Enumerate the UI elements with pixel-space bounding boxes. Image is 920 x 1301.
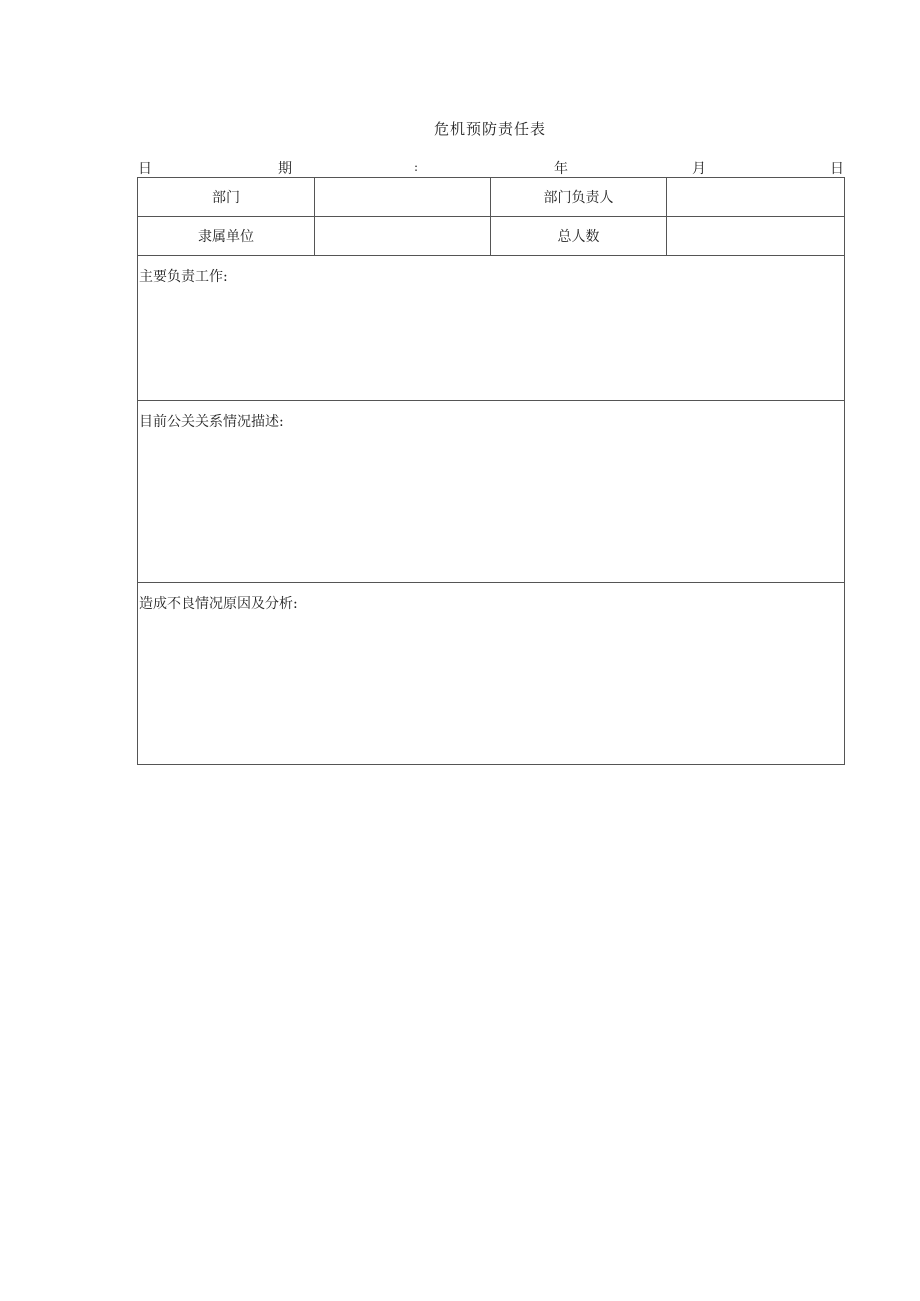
- date-label-qi: 期: [278, 161, 292, 177]
- main-duties-label: 主要负责工作:: [139, 269, 228, 285]
- pr-status-area[interactable]: [138, 401, 845, 583]
- department-label: 部门: [138, 178, 315, 217]
- affiliated-unit-label: 隶属单位: [138, 217, 315, 256]
- bad-causes-area[interactable]: [138, 583, 845, 765]
- pr-status-label: 目前公关关系情况描述:: [139, 414, 284, 430]
- date-label-ri: 日: [138, 161, 152, 177]
- date-day-label: 日: [830, 161, 844, 177]
- section-pr-status: [138, 401, 845, 583]
- affiliated-unit-field[interactable]: [315, 217, 491, 256]
- department-field[interactable]: [315, 178, 491, 217]
- date-colon: :: [414, 160, 419, 174]
- table-row-department: [138, 178, 845, 217]
- total-headcount-field[interactable]: [667, 217, 845, 256]
- department-head-label: 部门负责人: [491, 178, 667, 217]
- table-row-unit: [138, 217, 845, 256]
- page-title: 危机预防责任表: [433, 120, 546, 138]
- date-year-label: 年: [554, 161, 568, 177]
- main-duties-area[interactable]: [138, 256, 845, 401]
- responsibility-form-table: [137, 177, 845, 765]
- section-bad-causes: [138, 583, 845, 765]
- department-head-field[interactable]: [667, 178, 845, 217]
- date-month-label: 月: [692, 161, 706, 177]
- bad-causes-label: 造成不良情况原因及分析:: [139, 596, 298, 612]
- section-main-duties: [138, 256, 845, 401]
- total-headcount-label: 总人数: [491, 217, 667, 256]
- date-line: [138, 158, 844, 178]
